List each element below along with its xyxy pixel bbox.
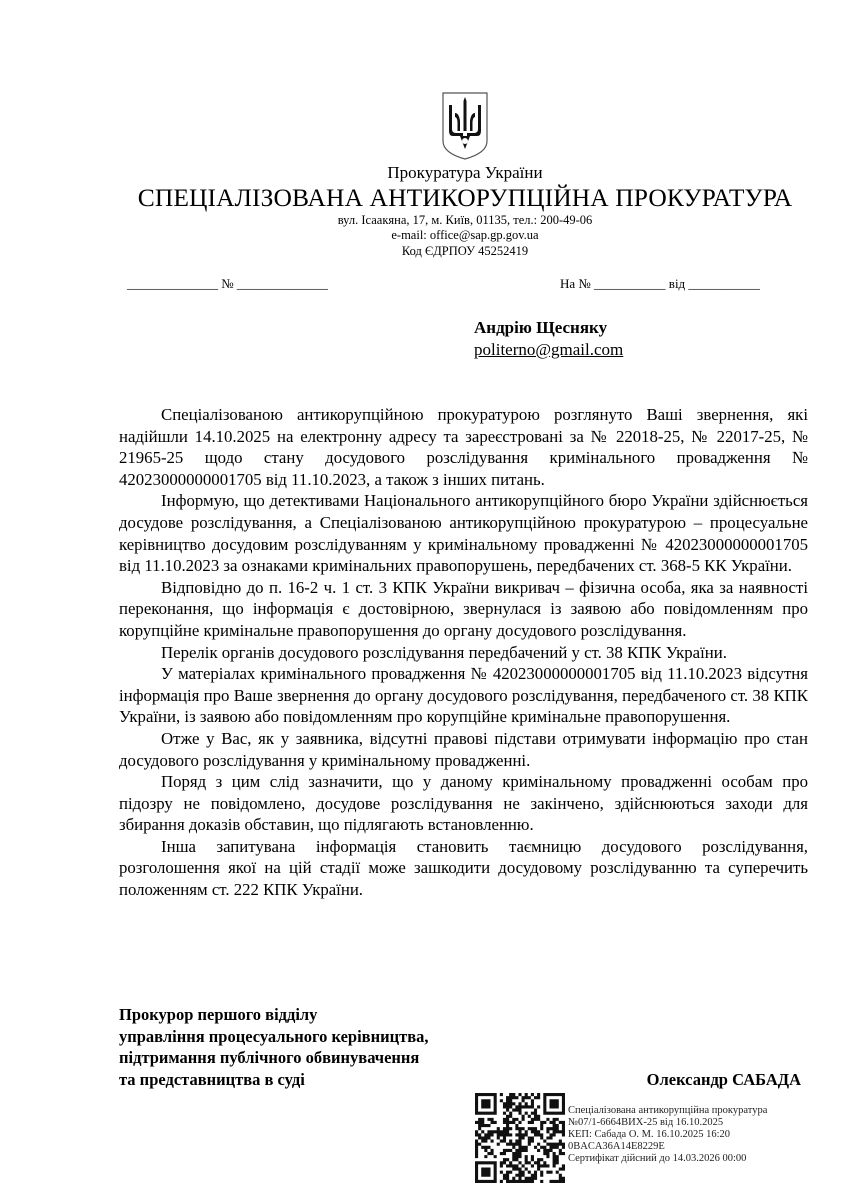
outgoing-reference: ______________ № ______________ <box>127 276 328 291</box>
body-paragraph: Інформую, що детективами Національного антикорупційного бюро України здійснюється досудове розслідування, а Спеціалізованою антикорупційною прокуратурою – процесуальне керівництво досудовим розслідуванням у кримінальному провадженні № 42023000000001705 від 11.10.2023 за ознаками кримінальних правопорушень, передбачених ст. 368-5 КК України. <box>119 491 808 576</box>
stamp-line: 0BACA36A14E8229E <box>568 1141 665 1152</box>
body-paragraph: У матеріалах кримінального провадження № 42023000000001705 від 11.10.2023 відсутня інформація про Ваше звернення до органу досудового розслідування, передбаченого ст. 38 КПК України, із заявою або повідомленням про корупційне кримінальне правопорушення. <box>119 664 808 727</box>
position-line: підтримання публічного обвинувачення <box>119 1048 420 1067</box>
stamp-line: Спеціалізована антикорупційна прокуратура <box>568 1105 768 1116</box>
qr-code-icon <box>475 1093 565 1183</box>
recipient-email-link[interactable]: politerno@gmail.com <box>474 340 624 359</box>
body-paragraph: Інша запитувана інформація становить таємницю досудового розслідування, розголошення якої на цій стадії може зашкодити досудовому розслідуванню та суперечить положенням ст. 222 КПК України. <box>119 836 808 900</box>
ukraine-trident-emblem-icon <box>441 91 489 161</box>
e-signature-stamp <box>568 1105 767 1165</box>
recipient-block <box>474 317 623 361</box>
letter-body <box>119 404 808 901</box>
agency-name: СПЕЦІАЛІЗОВАНА АНТИКОРУПЦІЙНА ПРОКУРАТУРА <box>137 183 793 212</box>
stamp-line: №07/1-6664ВИХ-25 від 16.10.2025 <box>568 1117 724 1128</box>
ministry-name: Прокуратура України <box>387 163 543 182</box>
signatory-name: Олександр САБАДА <box>646 1070 801 1089</box>
position-line: Прокурор першого відділу <box>119 1005 318 1024</box>
incoming-reference: На № ___________ від ___________ <box>560 276 760 291</box>
agency-address: вул. Ісаакяна, 17, м. Київ, 01135, тел.: 200-49-06 <box>337 213 593 227</box>
agency-email: e-mail: office@sap.gp.gov.ua <box>391 228 539 242</box>
position-line: управління процесуального керівництва, <box>119 1026 429 1046</box>
body-paragraph: Поряд з цим слід зазначити, що у даному кримінальному провадженні особам про підозру не повідомлено, досудове розслідування не закінчено, здійснюються заходи для збирання доказів обставин, що підлягають встановленню. <box>119 772 808 835</box>
recipient-name: Андрію Щесняку <box>474 318 608 337</box>
body-paragraph: Відповідно до п. 16-2 ч. 1 ст. 3 КПК України викривач – фізична особа, яка за наявності переконання, що інформація є достовірною, звернулася із заявою або повідомленням про корупційне кримінальне правопорушення до органу досудового розслідування. <box>119 577 808 640</box>
stamp-line: Сертифікат дійсний до 14.03.2026 00:00 <box>568 1153 747 1164</box>
stamp-line: КЕП: Сабада О. М. 16.10.2025 16:20 <box>568 1129 731 1140</box>
body-paragraph: Спеціалізованою антикорупційною прокуратурою розглянуто Ваші звернення, які надійшли 14.10.2025 на електронну адресу та зареєстровані за № 22018-25, № 22017-25, № 21965-25 щодо стану досудового розслідування кримінального провадження № 42023000000001705 від 11.10.2023, а також з інших питань. <box>119 405 808 489</box>
body-paragraph: Перелік органів досудового розслідування передбачений у ст. 38 КПК України. <box>161 642 727 662</box>
body-paragraph: Отже у Вас, як у заявника, відсутні правові підстави отримувати інформацію про стан досудового розслідування у кримінальному провадженні. <box>119 728 808 770</box>
signatory-position <box>119 1004 428 1090</box>
position-line: та представництва в суді <box>119 1069 305 1089</box>
agency-code: Код ЄДРПОУ 45252419 <box>401 244 529 258</box>
